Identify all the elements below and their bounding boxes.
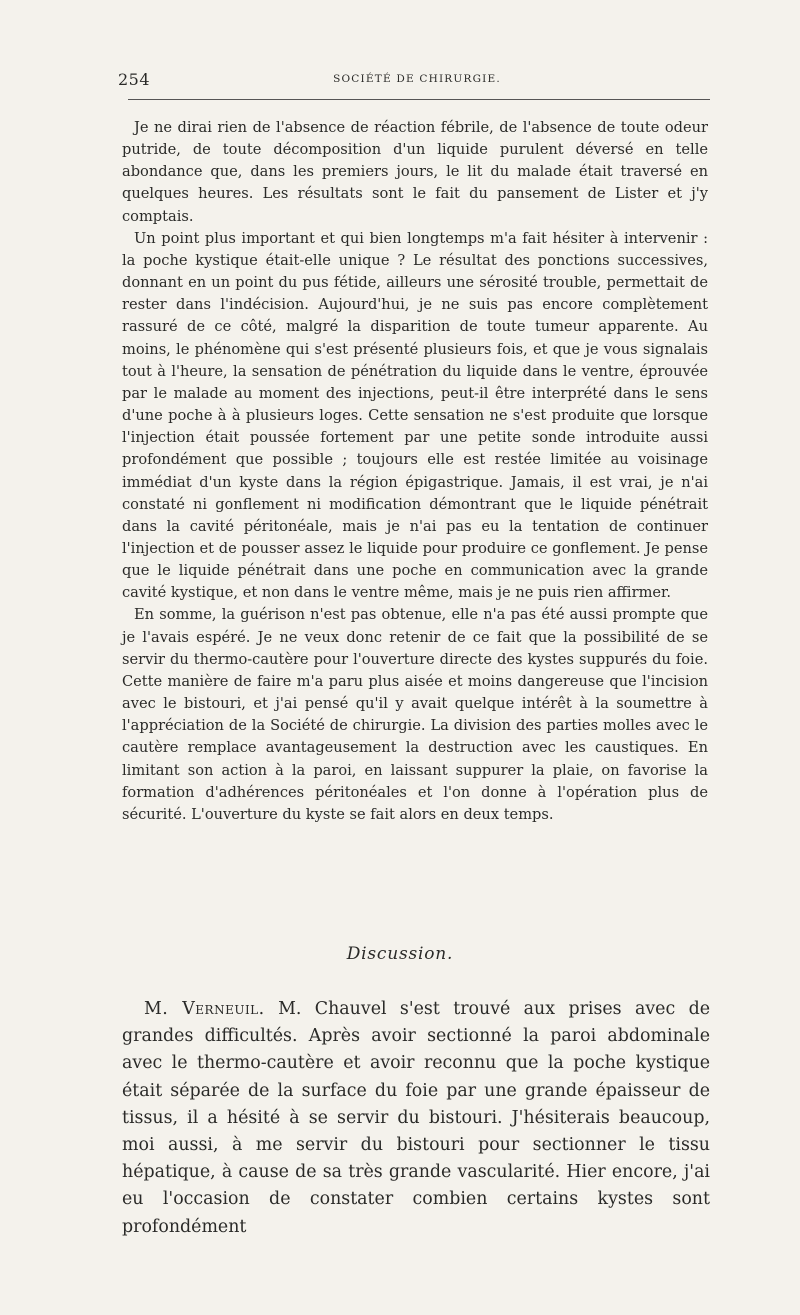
speaker-name: M. Verneuil. — [144, 999, 265, 1019]
paragraph: Un point plus important et qui bien longtemps m'a fait hésiter à intervenir : la poche kystique était-elle unique ? Le résultat des ponctions successives, donnant en un point du pus fétide, ailleurs une sérosité trouble, permettait de rester dans l'indécision. Aujourd'hui, je ne suis pas encore complètement rassuré de ce côté, malgré la disparition de toute tumeur apparente. Au moins, le phénomène qui s'est présenté plusieurs fois, et que je vous signalais tout à l'heure, la sensation de pénétration du liquide dans le ventre, éprouvée par le malade au moment des injections, peut-il être interprété dans le sens d'une poche à à plusieurs loges. Cette sensation ne s'est produite que lorsque l'injection était poussée fortement par une petite sonde introduite aussi profondément que possible ; toujours elle est restée limitée au voisinage immédiat d'un kyste dans la région épigastrique. Jamais, il est vrai, je n'ai constaté ni gonflement ni modification démontrant que le liquide pénétrait dans la cavité péritonéale, mais je n'ai pas eu la tentation de continuer l'injection et de pousser assez le liquide pour produire ce gonflement. Je pense que le liquide pénétrait dans une poche en communication avec la grande cavité kystique, et non dans le ventre même, mais je ne puis rien affirmer. — [122, 229, 708, 602]
paragraph: En somme, la guérison n'est pas obtenue, elle n'a pas été aussi prompte que je l'avais espéré. Je ne veux donc retenir de ce fait que la possibilité de se servir du thermo-cautère pour l'ouverture directe des kystes suppurés du foie. Cette manière de faire m'a paru plus aisée et moins dangereuse que l'incision avec le bistouri, et j'ai pensé qu'il y avait quelque intérêt à la soumettre à l'appréciation de la Société de chirurgie. La division des parties molles avec le cautère remplace avantageusement la destruction avec les caustiques. En limitant son action à la paroi, en laissant suppurer la plaie, on favorise la formation d'adhérences péritonéales et l'on donne à l'opération plus de sécurité. L'ouverture du kyste se fait alors en deux temps. — [122, 606, 708, 823]
discussion-body: M. Chauvel s'est trouvé aux prises avec de grandes difficultés. Après avoir sectionné la paroi abdominale avec le thermo-cautère et avoir reconnu que la poche kystique était séparée de la surface du foie par une grande épaisseur de tissus, il a hésité à se servir du bistouri. J'hésiterais beaucoup, moi aussi, à me servir du bistouri pour sectionner le tissu hépatique, à cause de sa très grande vascularité. Hier encore, j'ai eu l'occasion de constater combien certains kystes sont profondément — [122, 999, 711, 1237]
page-header — [118, 70, 716, 92]
section-heading: Discussion. — [346, 944, 454, 964]
paragraph: Je ne dirai rien de l'absence de réaction fébrile, de l'absence de toute odeur putride, de toute décomposition d'un liquide purulent déversé en telle abondance que, dans les premiers jours, le lit du malade était traversé en quelques heures. Les résultats sont le fait du pansement de Lister et j'y comptais. — [122, 119, 708, 225]
page-number: 254 — [118, 70, 151, 89]
header-rule — [128, 99, 710, 100]
running-title: SOCIÉTÉ DE CHIRURGIE. — [333, 73, 501, 85]
body-text — [122, 117, 708, 826]
discussion-text — [122, 996, 710, 1241]
discussion-paragraph — [122, 996, 710, 1241]
